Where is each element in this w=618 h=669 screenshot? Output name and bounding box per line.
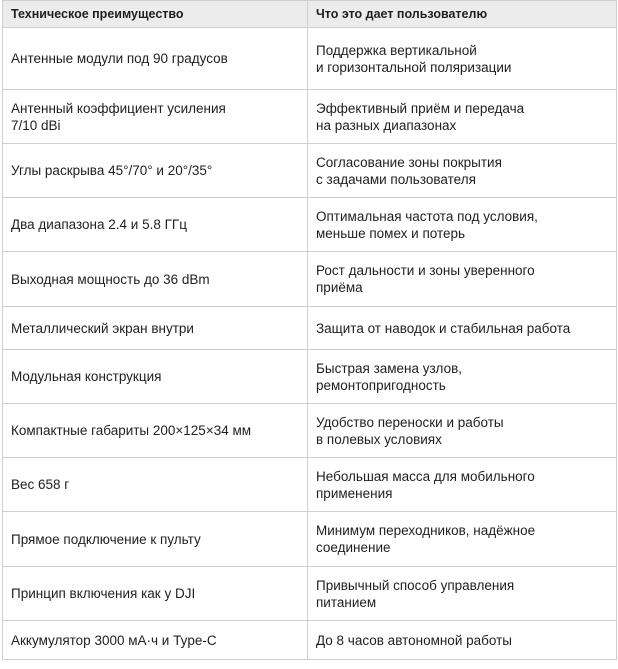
table-row <box>3 90 617 144</box>
benefit-cell: Удобство переноски и работы в полевых условиях <box>308 404 617 458</box>
table-row <box>3 28 617 90</box>
advantage-cell: Модульная конструкция <box>3 350 308 404</box>
table-row <box>3 350 617 404</box>
benefit-cell: Быстрая замена узлов, ремонтопригодность <box>308 350 617 404</box>
table-row <box>3 198 617 252</box>
benefit-cell: Рост дальности и зоны уверенного приёма <box>308 252 617 307</box>
table-row <box>3 621 617 660</box>
benefit-cell: Минимум переходников, надёжное соединение <box>308 512 617 567</box>
benefit-cell: Защита от наводок и стабильная работа <box>308 307 617 350</box>
advantage-cell: Аккумулятор 3000 мА·ч и Type-C <box>3 621 308 660</box>
table-row <box>3 144 617 198</box>
advantage-cell: Вес 658 г <box>3 458 308 512</box>
benefit-cell: Согласование зоны покрытия с задачами пользователя <box>308 144 617 198</box>
benefit-cell: Небольшая масса для мобильного применения <box>308 458 617 512</box>
advantage-cell: Выходная мощность до 36 dBm <box>3 252 308 307</box>
advantage-cell: Углы раскрыва 45°/70° и 20°/35° <box>3 144 308 198</box>
header-advantage: Техническое преимущество <box>3 1 308 28</box>
benefit-cell: Оптимальная частота под условия, меньше помех и потерь <box>308 198 617 252</box>
advantage-cell: Антенные модули под 90 градусов <box>3 28 308 90</box>
table-row <box>3 404 617 458</box>
table-row <box>3 567 617 621</box>
benefit-cell: Привычный способ управления питанием <box>308 567 617 621</box>
advantage-cell: Металлический экран внутри <box>3 307 308 350</box>
header-user-benefit: Что это дает пользователю <box>308 1 617 28</box>
table-row <box>3 307 617 350</box>
table-row <box>3 252 617 307</box>
benefit-cell: До 8 часов автономной работы <box>308 621 617 660</box>
benefit-cell: Эффективный приём и передача на разных диапазонах <box>308 90 617 144</box>
advantage-cell: Прямое подключение к пульту <box>3 512 308 567</box>
comparison-table <box>2 0 617 660</box>
advantage-cell: Принцип включения как у DJI <box>3 567 308 621</box>
table-row <box>3 458 617 512</box>
advantage-cell: Компактные габариты 200×125×34 мм <box>3 404 308 458</box>
table-header-row <box>3 1 617 28</box>
advantage-cell: Антенный коэффициент усиления 7/10 dBi <box>3 90 308 144</box>
benefit-cell: Поддержка вертикальной и горизонтальной поляризации <box>308 28 617 90</box>
advantage-cell: Два диапазона 2.4 и 5.8 ГГц <box>3 198 308 252</box>
table-row <box>3 512 617 567</box>
